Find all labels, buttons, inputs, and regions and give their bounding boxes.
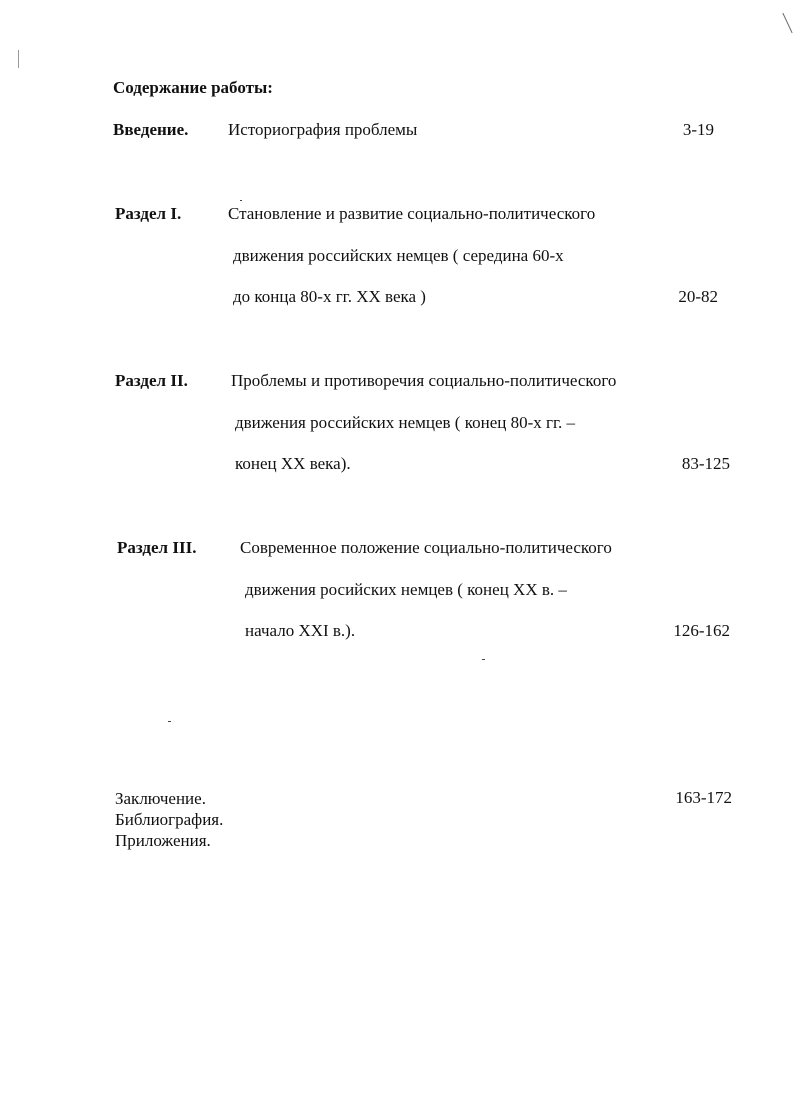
closing-pages: 163-172	[675, 788, 732, 807]
section-3-label: Раздел III.	[117, 538, 197, 557]
closing-appendices: Приложения.	[115, 831, 211, 850]
scan-artifact	[240, 200, 242, 201]
section-2-pages: 83-125	[681, 454, 730, 473]
scan-artifact	[18, 50, 19, 68]
section-1-pages: 20-82	[678, 287, 718, 306]
scan-artifact	[482, 659, 485, 660]
section-1-label: Раздел I.	[115, 204, 182, 223]
scan-artifact	[168, 721, 171, 722]
section-2-line-1: Проблемы и противоречия социально-политического	[231, 371, 617, 390]
section-1-line-2: движения российских немцев ( середина 60-х	[233, 246, 564, 265]
section-2-line-3: конец XX века).	[235, 454, 351, 473]
section-2-label: Раздел II.	[115, 371, 188, 390]
intro-text: Историография проблемы	[228, 120, 418, 139]
section-3-line-3: начало XXI в.).	[245, 621, 356, 640]
intro-label: Введение.	[113, 120, 189, 139]
scan-artifact	[782, 13, 792, 33]
closing-bibliography: Библиография.	[115, 810, 224, 829]
page-title: Содержание работы:	[113, 78, 273, 97]
section-2-line-2: движения российских немцев ( конец 80-х гг. –	[235, 413, 576, 432]
section-3-line-2: движения росийских немцев ( конец XX в. –	[245, 580, 567, 599]
section-3-pages: 126-162	[673, 621, 730, 640]
closing-conclusion: Заключение.	[115, 789, 206, 808]
section-1-line-1: Становление и развитие социально-политического	[228, 204, 596, 223]
section-3-line-1: Современное положение социально-политического	[240, 538, 612, 557]
intro-pages: 3-19	[682, 120, 714, 139]
section-1-line-3: до конца 80-х гг. XX века )	[233, 287, 426, 306]
